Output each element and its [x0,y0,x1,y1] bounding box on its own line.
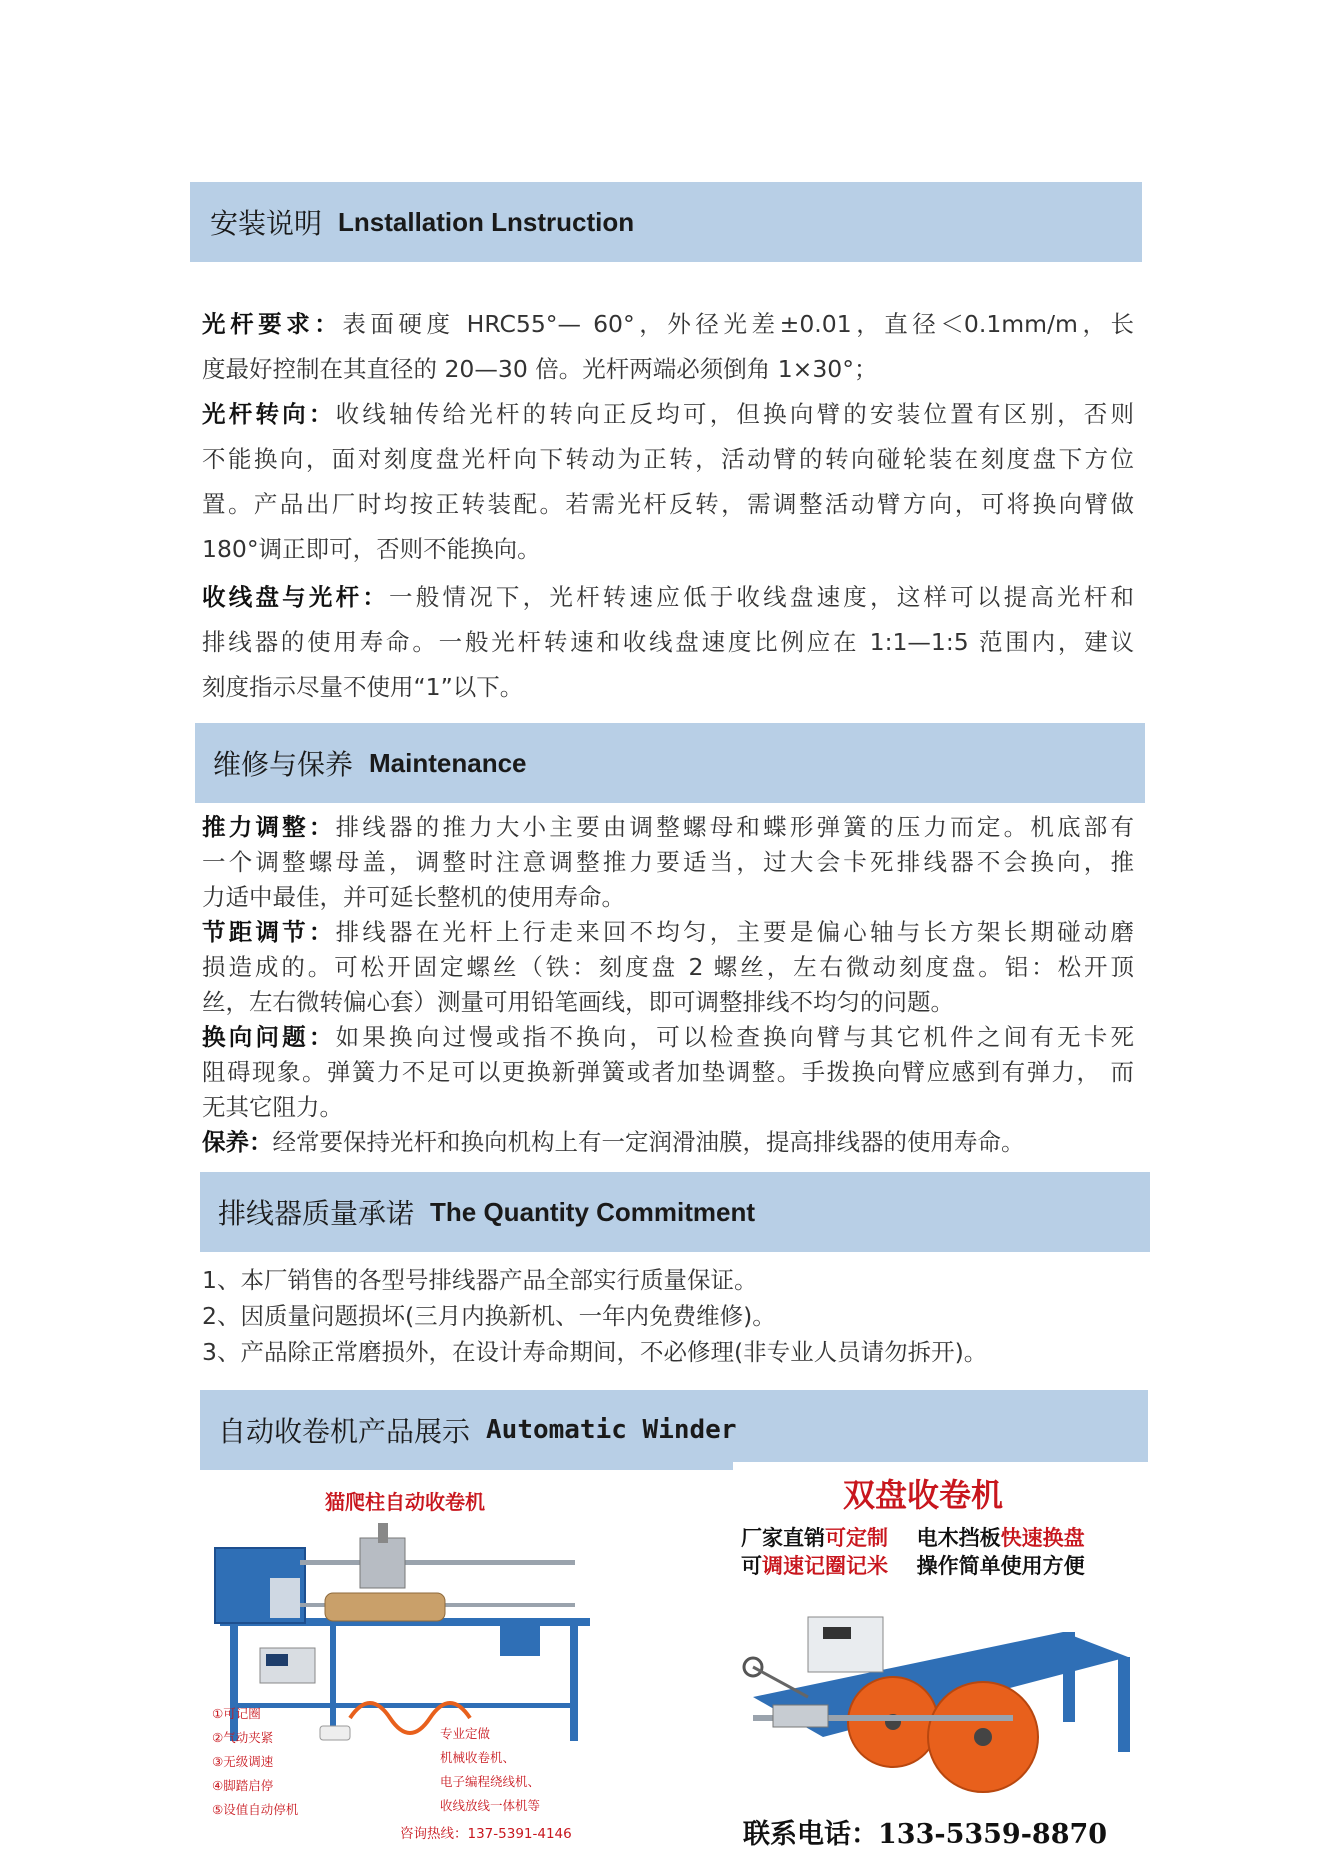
para-label: 节距调节： [202,918,336,946]
section-title-zh: 维修与保养 [213,748,354,781]
feature-list [212,1702,298,1822]
install-body [202,302,1134,710]
list-item: 专业定做 [440,1726,491,1741]
promo-right-line1: 厂家直销可定制 电木挡板快速换盘 [741,1526,1085,1550]
list-item: ④脚踏启停 [212,1778,274,1793]
list-item: 2、因质量问题损坏(三月内换新机、一年内免费维修)。 [202,1302,776,1330]
section-title-en: Automatic Winder [486,1415,737,1445]
list-item: 机械收卷机、 [440,1750,516,1765]
dual-disk-winder-image [733,1587,1148,1797]
section-header-maintenance [195,723,1145,803]
section-header-winder [200,1390,1148,1470]
list-item: 3、产品除正常磨损外，在设计寿命期间，不必修理(非专业人员请勿拆开)。 [202,1338,988,1366]
promo-left-title: 猫爬柱自动收卷机 [325,1490,485,1514]
paragraph-reel-and-rod: 收线盘与光杆：一般情况下，光杆转速应低于收线盘速度，这样可以提高光杆和 排线器的使用寿命。一般光杆转速和收线盘速度比例应在 1:1—1:5 范围内，建议 刻度指示尽量不使用“1”以下。 [202,583,1135,701]
list-item: 1、本厂销售的各型号排线器产品全部实行质量保证。 [202,1266,758,1294]
section-title-zh: 自动收卷机产品展示 [218,1415,471,1448]
list-item: ①可记圈 [212,1706,261,1721]
list-item: ②气动夹紧 [212,1730,274,1745]
section-title-zh: 排线器质量承诺 [218,1197,415,1230]
section-title-en: The Quantity Commitment [430,1196,756,1227]
section-title-en: Lnstallation Lnstruction [338,206,635,237]
list-item: ⑤设值自动停机 [212,1802,299,1817]
para-label: 光杆转向： [202,400,336,428]
paragraph-pitch: 节距调节：排线器在光杆上行走来回不均匀，主要是偏心轴与长方架长期碰动磨 损造成的。可松开固定螺丝（铁：刻度盘 2 螺丝，左右微动刻度盘。铝：松开顶 丝，左右微转偏心套）测量可用铅笔画线，即可调整排线不均匀的问题。 [202,918,1135,1016]
contact-phone: 联系电话：133-5359-8870 [743,1819,1108,1850]
para-label: 推力调整： [202,813,336,841]
promo-right-card [733,1462,1148,1857]
paragraph-rod-direction: 光杆转向：收线轴传给光杆的转向正反均可，但换向臂的安装位置有区别，否则 不能换向，面对刻度盘光杆向下转动为正转，活动臂的转向碰轮装在刻度盘下方位 置。产品出厂时均按正转装配。若需光杆反转，需调整活动臂方向，可将换向臂做 180°调正即可，否则不能换向。 [202,400,1135,563]
para-label: 光杆要求： [202,310,343,338]
section-header-commitment [200,1172,1150,1252]
list-item: 电子编程绕线机、 [440,1774,541,1789]
section-title-en: Maintenance [369,747,527,778]
para-label: 换向问题： [202,1023,336,1051]
list-item: ③无级调速 [212,1754,274,1769]
section-title-zh: 安装说明 [210,207,323,240]
para-label: 保养： [202,1128,273,1156]
promo-right-title: 双盘收卷机 [843,1476,1004,1514]
para-label: 收线盘与光杆： [202,583,390,611]
custom-service-list [440,1722,540,1818]
paragraph-reverse: 换向问题：如果换向过慢或指不换向，可以检查换向臂与其它机件之间有无卡死 阻碍现象。弹簧力不足可以更换新弹簧或者加垫调整。手拨换向臂应感到有弹力， 而 无其它阻力。 [202,1023,1135,1121]
section-header-install [190,182,1142,262]
promo-left-card [200,1474,630,1844]
maintenance-body [202,810,1134,1160]
paragraph-thrust: 推力调整：排线器的推力大小主要由调整螺母和蝶形弹簧的压力而定。机底部有 一个调整螺母盖，调整时注意调整推力要适当，过大会卡死排线器不会换向，推 力适中最佳，并可延长整机的使用寿命。 [202,813,1135,911]
promo-right-line2: 可调速记圈记米 操作简单使用方便 [741,1554,1085,1578]
hotline-text: 咨询热线：137-5391-4146 [400,1826,572,1842]
paragraph-rod-requirement: 光杆要求：表面硬度 HRC55°— 60°，外径光差±0.01，直径＜0.1mm/m，长 度最好控制在其直径的 20—30 倍。光杆两端必须倒角 1×30°； [202,310,1135,383]
commitment-list [202,1262,1134,1370]
paragraph-care: 保养：经常要保持光杆和换向机构上有一定润滑油膜，提高排线器的使用寿命。 [202,1128,1025,1156]
list-item: 收线放线一体机等 [440,1798,541,1813]
